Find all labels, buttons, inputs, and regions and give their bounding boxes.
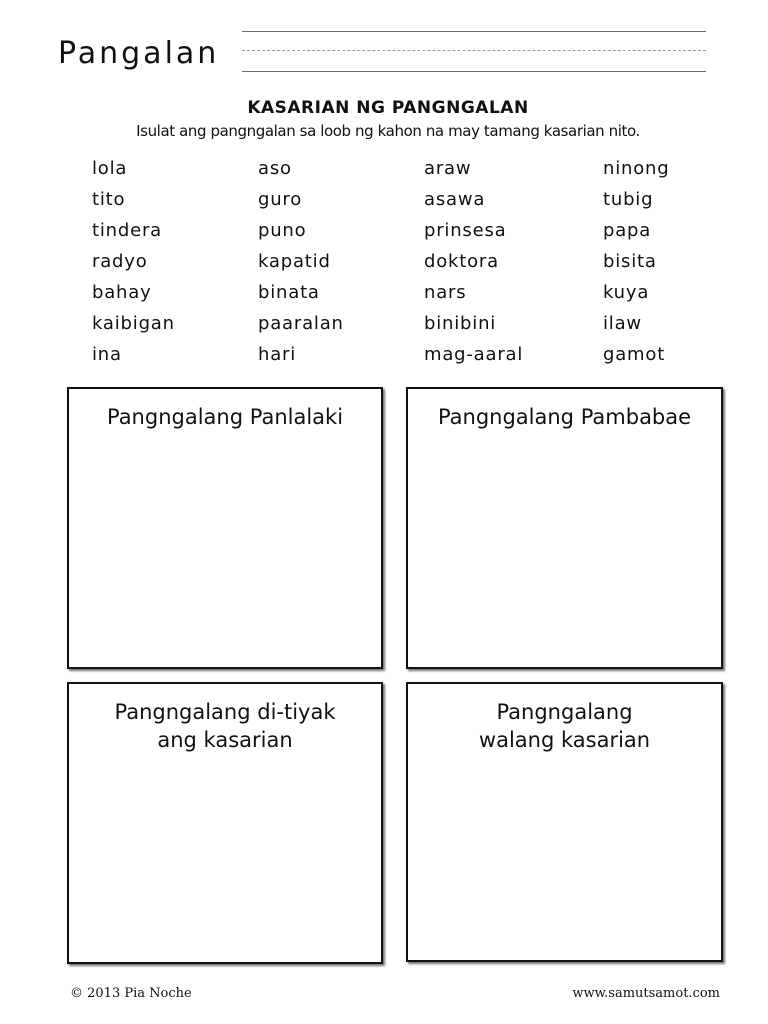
word-item: araw [424, 158, 472, 179]
word-item: ninong [603, 158, 670, 179]
word-item: mag-aaral [424, 344, 524, 365]
word-item: bisita [603, 251, 657, 272]
word-item: asawa [424, 189, 486, 210]
box-title: Pangngalang di-tiyak ang kasarian [114, 700, 336, 752]
word-item: bahay [92, 282, 152, 303]
box-title: Pangngalang walang kasarian [478, 700, 651, 752]
word-item: binibini [424, 313, 497, 334]
box-title: Pangngalang Pambabae [437, 405, 692, 429]
footer-website-link[interactable]: www.samutsamot.com [572, 986, 720, 1001]
word-item: puno [258, 220, 307, 241]
word-item: binata [258, 282, 320, 303]
word-item: hari [258, 344, 297, 365]
box-title: Pangngalang Panlalaki [106, 405, 344, 429]
word-item: kapatid [258, 251, 331, 272]
word-item: radyo [92, 251, 148, 272]
word-item: kaibigan [92, 313, 175, 334]
word-item: tubig [603, 189, 654, 210]
word-item: papa [603, 220, 652, 241]
answer-box-neuter[interactable] [406, 682, 723, 962]
footer-copyright: © 2013 Pia Noche [70, 986, 192, 1001]
name-writing-line-dashed [242, 50, 706, 51]
word-item: tindera [92, 220, 162, 241]
word-item: doktora [424, 251, 499, 272]
answer-box-masculine[interactable] [67, 387, 383, 669]
word-item: aso [258, 158, 292, 179]
word-column-4 [603, 155, 669, 372]
word-column-2 [258, 155, 344, 372]
word-column-1 [92, 155, 175, 372]
name-writing-line-top [242, 31, 706, 32]
answer-box-common-gender[interactable] [67, 682, 383, 964]
word-item: paaralan [258, 313, 344, 334]
name-label: Pangalan [58, 36, 220, 71]
word-item: prinsesa [424, 220, 507, 241]
word-item: gamot [603, 344, 666, 365]
word-item: nars [424, 282, 467, 303]
worksheet-title: KASARIAN NG PANGNGALAN [247, 98, 529, 118]
word-column-3 [424, 155, 523, 372]
word-item: ina [92, 344, 122, 365]
answer-box-feminine[interactable] [406, 387, 723, 669]
word-item: tito [92, 189, 126, 210]
word-item: ilaw [603, 313, 642, 334]
word-item: guro [258, 189, 303, 210]
worksheet-instruction: Isulat ang pangngalan sa loob ng kahon na may tamang kasarian nito. [136, 122, 640, 140]
word-item: kuya [603, 282, 650, 303]
name-writing-line-bottom [242, 71, 706, 72]
word-item: lola [92, 158, 128, 179]
